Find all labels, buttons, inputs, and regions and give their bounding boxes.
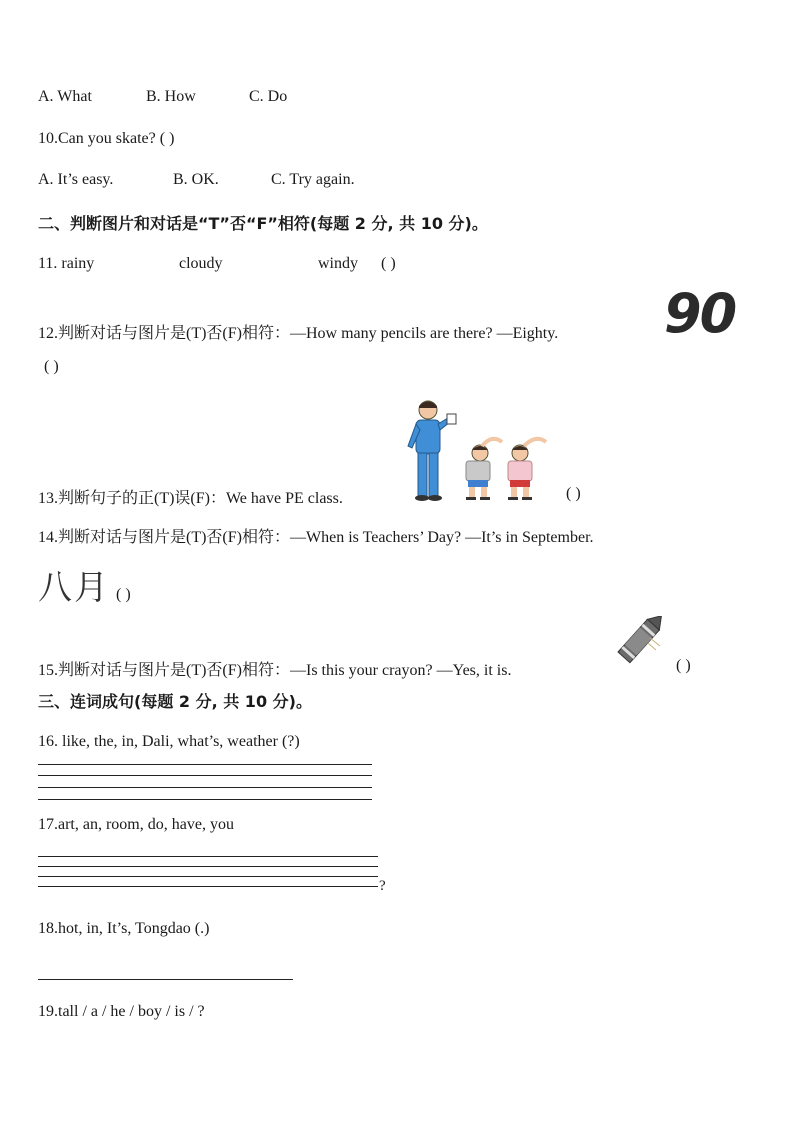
q10-option-b: B. OK.	[173, 171, 219, 188]
q17-answer-line-2	[38, 866, 378, 867]
q14-text: 14.判断对话与图片是(T)否(F)相符：—When is Teachers’ Day? —It’s in September.	[38, 529, 594, 546]
pe-class-illustration	[402, 398, 552, 504]
q15-text: 15.判断对话与图片是(T)否(F)相符：—Is this your crayon? —Yes, it is.	[38, 662, 512, 679]
teacher-figure	[408, 401, 456, 501]
q12-text: 12.判断对话与图片是(T)否(F)相符：—How many pencils are there? —Eighty.	[38, 325, 559, 342]
q17-answer-line-4	[38, 886, 378, 887]
q10-stem: 10.Can you skate? ( )	[38, 130, 175, 147]
q10-option-c: C. Try again.	[271, 171, 355, 188]
q16-text: 16. like, the, in, Dali, what’s, weather (?)	[38, 733, 300, 750]
q12-answer-paren: ( )	[44, 358, 59, 375]
q17-question-mark: ?	[379, 878, 386, 894]
q11-word-3: windy	[318, 255, 358, 272]
kid-figure-2	[508, 439, 546, 500]
q17-answer-line-3	[38, 876, 378, 877]
q11-word-1: 11. rainy	[38, 255, 95, 272]
q16-answer-line-3	[38, 787, 372, 788]
q11-answer-paren: ( )	[381, 255, 396, 272]
section3-heading: 三、连词成句(每题 2 分, 共 10 分)。	[38, 692, 312, 711]
q16-answer-line-4	[38, 799, 372, 800]
q13-answer-paren: ( )	[566, 485, 581, 502]
q19-text: 19.tall / a / he / boy / is / ?	[38, 1003, 205, 1020]
kid-figure-1	[466, 439, 502, 500]
q16-answer-line-1	[38, 764, 372, 765]
q17-text: 17.art, an, room, do, have, you	[38, 816, 234, 833]
august-image: 八月	[38, 568, 110, 608]
q9-option-c: C. Do	[249, 88, 288, 105]
q16-answer-line-2	[38, 775, 372, 776]
number-90-image: 90	[664, 282, 736, 345]
q10-option-a: A. It’s easy.	[38, 171, 114, 188]
q11-word-2: cloudy	[179, 255, 223, 272]
section2-heading: 二、判断图片和对话是“T”否“F”相符(每题 2 分, 共 10 分)。	[38, 214, 488, 233]
q9-option-a: A. What	[38, 88, 92, 105]
q18-text: 18.hot, in, It’s, Tongdao (.)	[38, 920, 210, 937]
q18-answer-line	[38, 979, 293, 980]
q9-option-b: B. How	[146, 88, 196, 105]
q17-answer-line-1	[38, 856, 378, 857]
q13-text: 13.判断句子的正(T)误(F)：We have PE class.	[38, 490, 343, 507]
q15-answer-paren: ( )	[676, 657, 691, 674]
crayon-icon	[608, 616, 664, 672]
q14-answer-paren: ( )	[116, 586, 131, 603]
